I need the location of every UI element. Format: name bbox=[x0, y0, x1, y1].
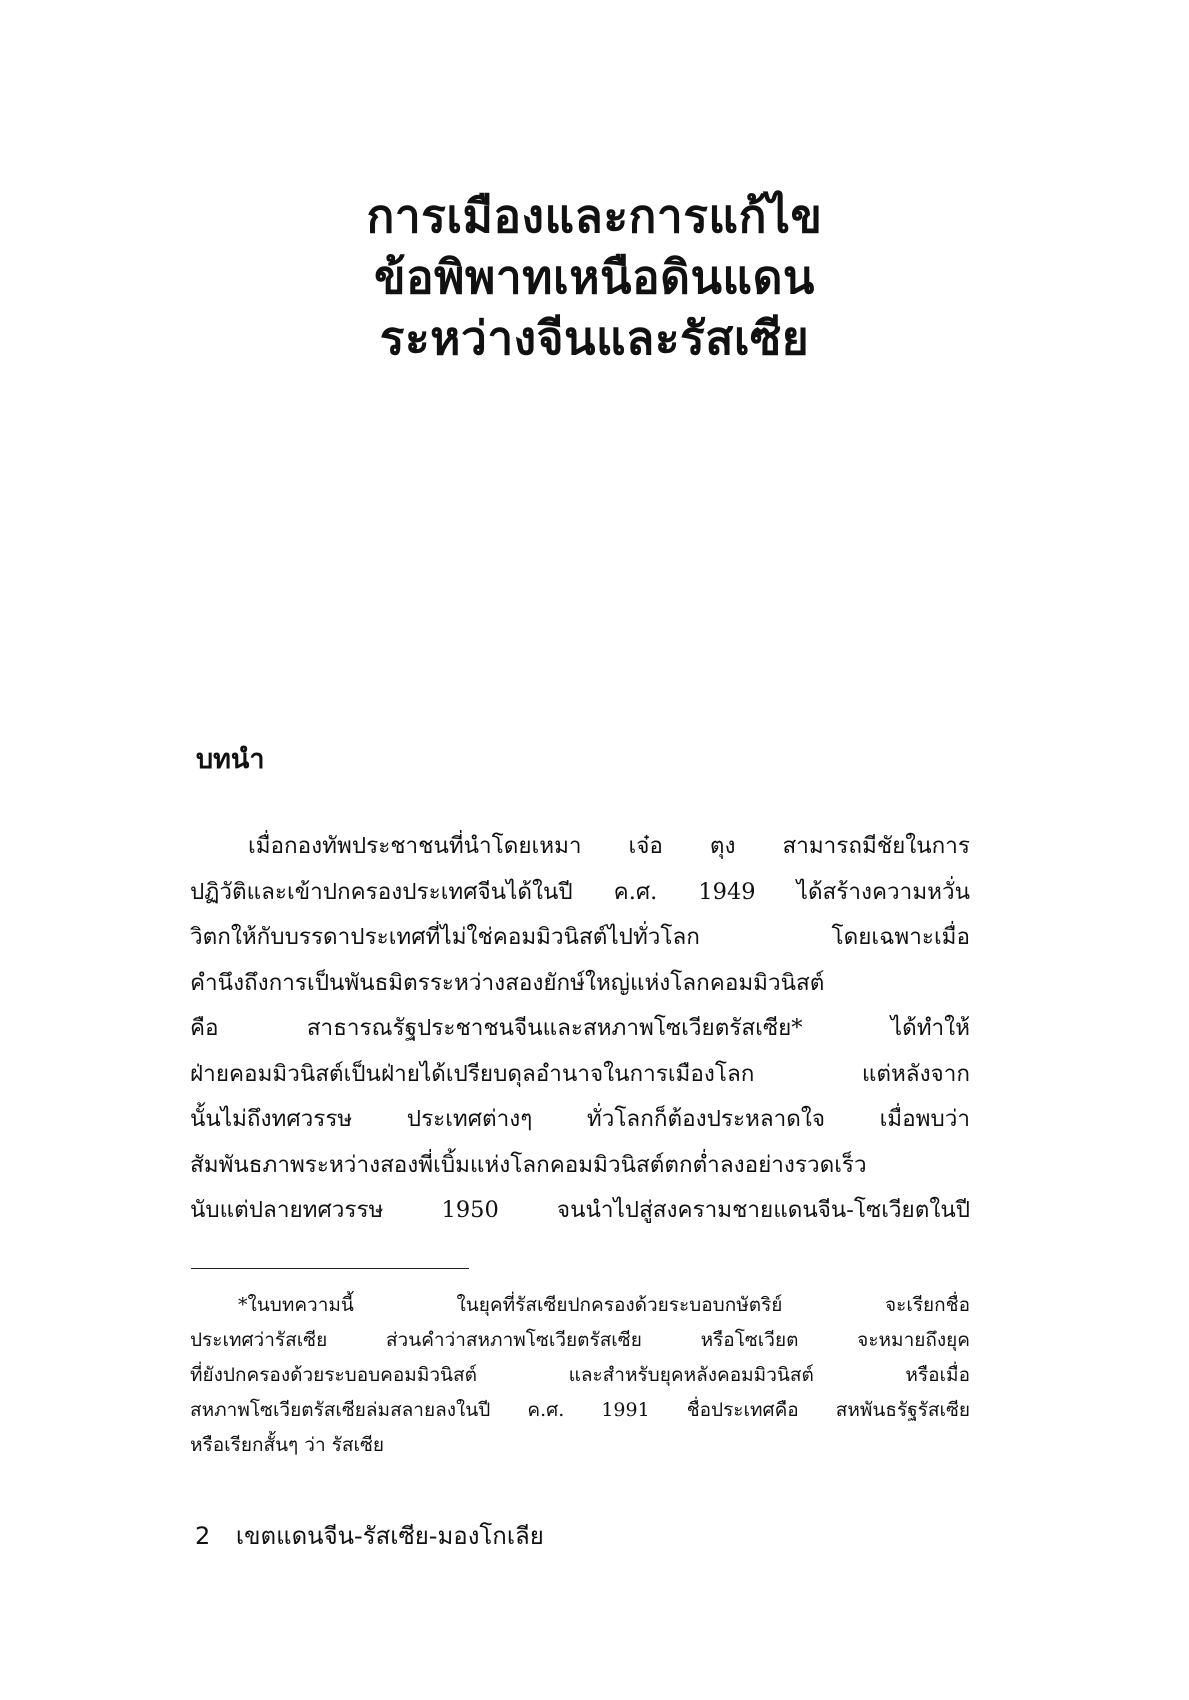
footnote-line: หรือเรียกสั้นๆ ว่า รัสเซีย bbox=[190, 1434, 385, 1456]
paragraph-line: นั้นไม่ถึงทศวรรษ ประเทศต่างๆ ทั่วโลกก็ต้องประหลาดใจ เมื่อพบว่า bbox=[190, 1106, 970, 1132]
chapter-title-line: การเมืองและการแก้ไข bbox=[366, 189, 823, 243]
paragraph-line: คือ สาธารณรัฐประชาชนจีนและสหภาพโซเวียตรัสเซีย* ได้ทำให้ bbox=[190, 1015, 970, 1041]
chapter-title bbox=[0, 186, 1189, 369]
footnote-divider bbox=[191, 1268, 469, 1269]
paragraph-line: ปฏิวัติและเข้าปกครองประเทศจีนได้ในปี ค.ศ. 1949 ได้สร้างความหวั่น bbox=[190, 878, 970, 905]
paragraph-line: วิตกให้กับบรรดาประเทศที่ไม่ใช่คอมมิวนิสต์ไปทั่วโลก โดยเฉพาะเมื่อ bbox=[190, 924, 970, 950]
chapter-title-line: ข้อพิพาทเหนือดินแดน bbox=[374, 250, 815, 304]
footnote-line: ประเทศว่ารัสเซีย ส่วนคำว่าสหภาพโซเวียตรัสเซีย หรือโซเวียต จะหมายถึงยุค bbox=[190, 1329, 970, 1351]
running-title: เขตแดนจีน-รัสเซีย-มองโกเลีย bbox=[235, 1522, 544, 1550]
page-number: 2 bbox=[195, 1522, 211, 1550]
footnote-line: *ในบทความนี้ ในยุคที่รัสเซียปกครองด้วยระบอบกษัตริย์ จะเรียกชื่อ bbox=[238, 1294, 970, 1316]
paragraph-line: ฝ่ายคอมมิวนิสต์เป็นฝ่ายได้เปรียบดุลอำนาจในการเมืองโลก แต่หลังจาก bbox=[190, 1060, 970, 1087]
body-paragraph bbox=[190, 824, 970, 1234]
footnote-line: สหภาพโซเวียตรัสเซียล่มสลายลงในปี ค.ศ. 1991 ชื่อประเทศคือ สหพันธรัฐรัสเซีย bbox=[190, 1399, 970, 1421]
page-footer bbox=[195, 1520, 544, 1552]
footnote-line: ที่ยังปกครองด้วยระบอบคอมมิวนิสต์ และสำหรับยุคหลังคอมมิวนิสต์ หรือเมื่อ bbox=[190, 1364, 970, 1386]
footnote bbox=[190, 1288, 970, 1463]
chapter-title-line: ระหว่างจีนและรัสเซีย bbox=[379, 311, 810, 365]
section-heading: บทนำ bbox=[196, 744, 265, 775]
paragraph-line: นับแต่ปลายทศวรรษ 1950 จนนำไปสู่สงครามชายแดนจีน-โซเวียตในปี bbox=[190, 1197, 970, 1223]
paragraph-line: คำนึงถึงการเป็นพันธมิตรระหว่างสองยักษ์ใหญ่แห่งโลกคอมมิวนิสต์ bbox=[190, 969, 825, 996]
paragraph-line: เมื่อกองทัพประชาชนที่นำโดยเหมา เจ๋อ ตุง สามารถมีชัยในการ bbox=[248, 833, 970, 859]
paragraph-line: สัมพันธภาพระหว่างสองพี่เบิ้มแห่งโลกคอมมิวนิสต์ตกต่ำลงอย่างรวดเร็ว bbox=[190, 1151, 867, 1178]
